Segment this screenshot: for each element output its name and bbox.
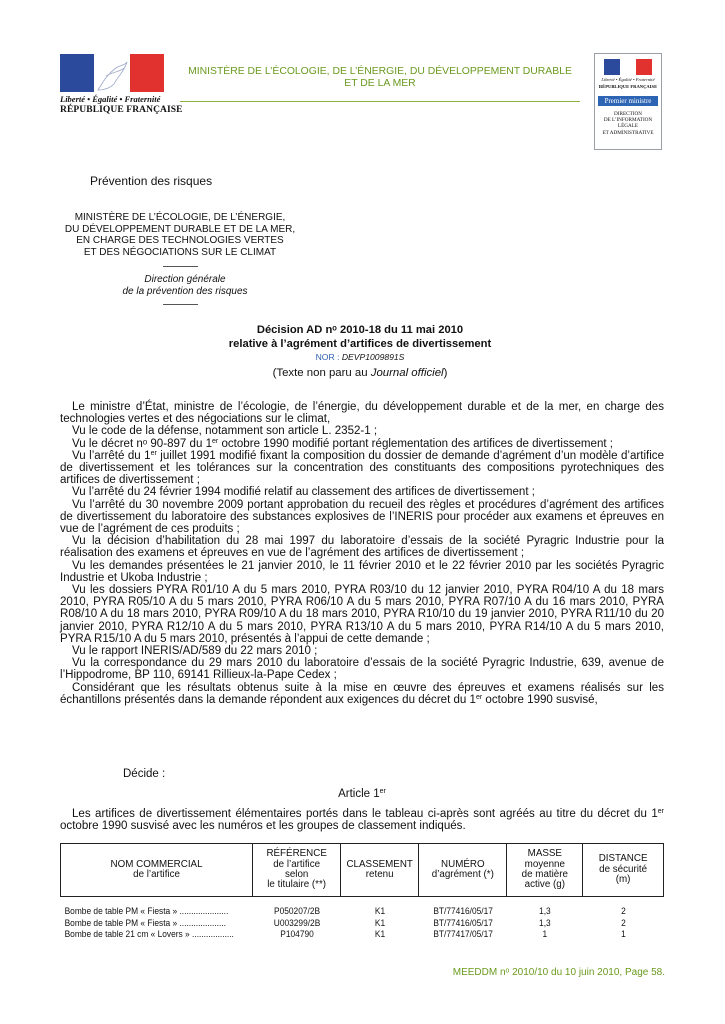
cell-num: BT/77416/05/17 [433,917,493,928]
header-reference: RÉFÉRENCE de l’artifice selon le titulaire (**) [253,844,341,897]
marianne-flag-small-icon [604,59,652,75]
short-divider [163,266,198,267]
superscript: er [657,808,664,815]
direction-line: Direction générale [144,274,226,285]
cell-ref: U003299/2B [273,917,320,928]
cell-mass: 1,3 [538,917,551,928]
agrement-table [60,843,664,941]
right-logo-motto: Liberté • Égalité • Fraternité [601,77,655,82]
issuer-block [60,212,300,258]
ministry-line-1: MINISTÈRE DE L’ÉCOLOGIE, DE L’ÉNERGIE, DU DÉVELOPPEMENT DURABLE [188,66,572,77]
direction-line: de la prévention des risques [122,286,248,297]
paragraph: Vu la décision d’habilitation du 28 mai 1997 du laboratoire d’essais de la société Pyragric Industrie pour la réalisation des examens et épreuves en vue de l’agrément des artifices de divertissement ; [60,535,664,560]
cell-ref: P104790 [279,929,314,940]
header-classement: CLASSEMENT retenu [341,844,419,897]
cell-dist: 1 [620,929,626,940]
cell-class: K1 [374,929,385,940]
cell-ref: P050207/2B [273,906,320,916]
paragraph-text: Les artifices de divertissement élémentaires portés dans le tableau ci-après sont agréés au titre du décret du 1 [72,808,658,820]
page-footer: MEEDDM nᵒ 2010/10 du 10 juin 2010, Page 58. [452,967,665,978]
issuer-line: ET DES NÉGOCIATIONS SUR LE CLIMAT [83,246,277,258]
paragraph-text: Vu l’arrêté du 1 [72,449,151,462]
paragraph: Vu l’arrêté du 24 février 1994 modifié relatif au classement des artifices de divertissement ; [72,486,535,499]
dila-line: DE L’INFORMATION [603,117,653,124]
dila-line: LÉGALE [617,123,639,130]
marianne-logo [60,54,183,124]
issuer-line: MINISTÈRE DE L’ÉCOLOGIE, DE L’ÉNERGIE, [74,212,286,223]
table-row [61,929,664,941]
paragraph: Vu le rapport INERIS/AD/589 du 22 mars 2010 ; [72,645,318,658]
right-logo-republic: RÉPUBLIQUE FRANÇAISE [598,84,658,89]
nor-value: DEVP1009891S [341,352,405,362]
table-header-row [61,844,664,897]
cell-class: K1 [374,917,385,928]
header-numero: NUMÉRO d’agrément (*) [419,844,507,897]
superscript: er [212,437,219,445]
cell-name: Bombe de table PM « Fiesta » ..................... [64,906,228,916]
paragraph-text: octobre 1990 modifié portant réglementation des artifices de divertissement ; [218,437,613,450]
nor-reference [100,352,620,362]
cell-mass: 1,3 [538,906,551,916]
republic-name: RÉPUBLIQUE FRANÇAISE [60,105,183,115]
paragraph [60,438,664,450]
paragraph [60,450,664,487]
cell-name: Bombe de table 21 cm « Lovers » .................. [64,929,234,940]
ministry-line-2: ET DE LA MER [344,78,416,89]
header-distance: DISTANCE de sécurité (m) [583,844,664,897]
article-title [60,788,664,800]
paragraph-text: octobre 1990 susvisé, [482,693,598,706]
issuer-line: EN CHARGE DES TECHNOLOGIES VERTES [76,235,284,247]
paragraph: Vu les dossiers PYRA R01/10 A du 5 mars 2010, PYRA R03/10 du 12 janvier 2010, PYRA R04/10 A du 18 mars 2010, PYRA R05/10 A du 5 mars 2010, PYRA R06/10 A du 5 mars 2010, PYRA R07/10 A du 16 mars 2010, PYRA R08/10 A du 18 mars 2010, PYRA R09/10 A du 18 mars 2010, PYRA R10/10 du 19 janvier 2010, PYRA R11/10 du 20 janvier 2010, PYRA R12/10 A du 5 mars 2010, PYRA R13/10 A du 5 mars 2010, PYRA R14/10 A du 5 mars 2010, PYRA R15/10 A du 5 mars 2010, présentés à l’appui de cette demande ; [60,584,664,645]
paragraph: Vu le code de la défense, notamment son article L. 2352-1 ; [72,425,378,438]
premier-ministre-logo [594,53,662,150]
superscript: er [379,788,386,795]
header-masse: MASSE moyenne de matière active (g) [507,844,583,897]
dila-line: DIRECTION [614,111,642,117]
section-title: Prévention des risques [90,174,213,188]
publication-note [100,367,620,379]
paragraph [60,682,664,706]
paragraph-text: octobre 1990 susvisé avec les numéros et les groupes de classement indiqués. [60,820,466,833]
motto-text: Liberté • Égalité • Fraternité [60,94,161,104]
article-title-text: Article 1 [338,788,380,800]
cell-name: Bombe de table PM « Fiesta » .................... [64,917,226,928]
table-row [61,918,664,930]
decision-title [100,323,620,351]
publication-note-prefix: (Texte non paru au [272,367,371,379]
dila-line: ET ADMINISTRATIVE [602,129,654,136]
cell-num: BT/77417/05/17 [433,929,493,940]
decision-body [60,401,664,706]
superscript: er [150,449,157,457]
short-divider [163,304,198,305]
issuer-line: DU DÉVELOPPEMENT DURABLE ET DE LA MER, [64,223,296,235]
cell-class: K1 [374,906,385,916]
header-nom-commercial: NOM COMMERCIAL de l’artifice [61,844,253,897]
paragraph: Vu la correspondance du 29 mars 2010 du laboratoire d’essais de la société Pyragric Industrie, 639, avenue de l’Hippodrome, BP 110, 69141 Rillieux-la-Pape Cedex ; [60,657,664,682]
marianne-flag-icon [60,54,164,92]
ministry-header [180,66,580,90]
nor-label: NOR : [315,352,340,362]
premier-ministre-label: Premier ministre [598,96,658,106]
direction-block [60,274,310,298]
publication-note-suffix: ) [443,367,448,379]
decision-title-line-2: relative à l’agrément d’artifices de divertissement [228,338,492,350]
table-row [61,906,664,918]
superscript: er [475,693,483,701]
paragraph-text: juillet 1991 modifié fixant la composition du dossier de demande d’agrément d’un modèle d’artifice de divertissement et les tolérances sur la concentration des constituants des compositions pyrotechniques des artifices de divertissement ; [60,449,664,487]
decision-title-line-1: Décision AD nᵒ 2010-18 du 11 mai 2010 [256,324,464,336]
cell-num: BT/77416/05/17 [433,906,493,916]
header-divider [180,101,580,102]
cell-dist: 2 [620,917,626,928]
paragraph-text: Vu le décret nᵒ 90-897 du 1 [72,437,213,450]
article-text [60,808,664,832]
cell-dist: 2 [620,906,626,916]
paragraph [60,808,664,832]
paragraph: Le ministre d’État, ministre de l’écologie, de l’énergie, du développement durable et de la mer, en charge des technologies vertes et des négociations sur le climat, [60,401,664,426]
dila-label [595,111,661,136]
paragraph-text: Considérant que les résultats obtenus suite à la mise en œuvre des épreuves et examens réalisés sur les échantillons présentés dans la demande répondent aux exigences du décret du 1 [60,681,664,706]
cell-mass: 1 [542,929,548,940]
decide-label: Décide : [123,768,166,780]
journal-officiel: Journal officiel [370,367,444,379]
paragraph: Vu les demandes présentées le 21 janvier 2010, le 11 février 2010 et le 22 février 2010 par les sociétés Pyragric Industrie et Ukoba Industrie ; [60,559,664,584]
paragraph: Vu l’arrêté du 30 novembre 2009 portant approbation du recueil des règles et procédures d’agrément des artifices de divertissement du laboratoire des substances explosives de l’INERIS pour procéder aux examens et épreuves en vue de l’agrément de ces produits ; [60,498,664,536]
